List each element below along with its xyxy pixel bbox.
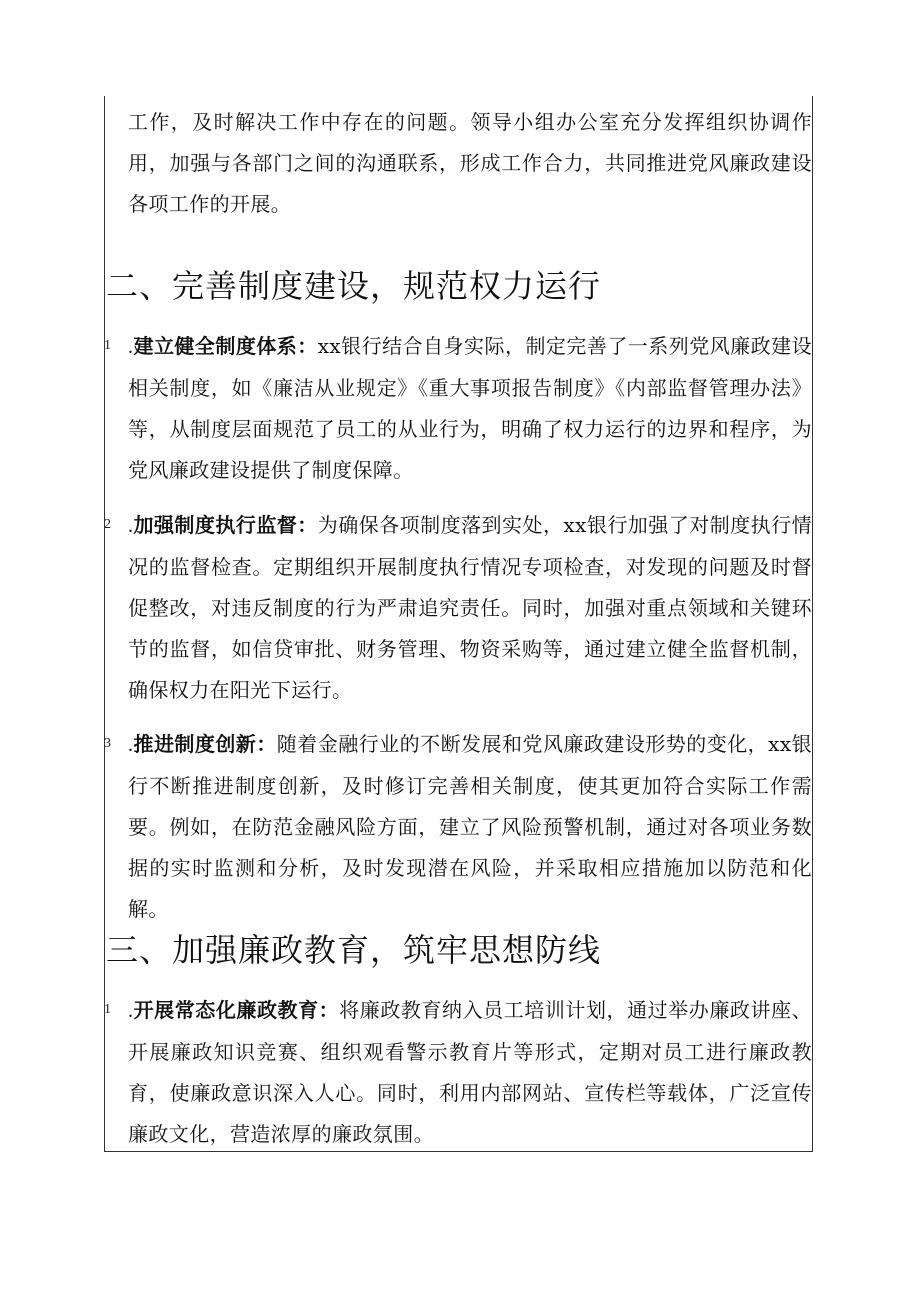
item-body: .建立健全制度体系：xx银行结合自身实际，制定完善了一系列党风廉政建设相关制度，如《廉洁从业规定》《重大事项报告制度》《内部监督管理办法》等，从制度层面规范了员工的从业行为，明确了权力运行的边界和程序，为党风廉政建设提供了制度保障。	[128, 334, 812, 482]
section-3-heading: 三、加强廉政教育，筑牢思想防线	[106, 931, 602, 969]
item-label: 建立健全制度体系：	[133, 334, 318, 358]
item-text: 随着金融行业的不断发展和党风廉政建设形势的变化，xx银行不断推进制度创新，及时修订完善相关制度，使其更加符合实际工作需要。例如，在防范金融风险方面，建立了风险预警机制，通过对各项业务数据的实时监测和分析，及时发现潜在风险，并采取相应措施加以防范和化解。	[128, 732, 812, 921]
item-text: 为确保各项制度落到实处，xx银行加强了对制度执行情况的监督检查。定期组织开展制度执行情况专项检查，对发现的问题及时督促整改，对违反制度的行为严肃追究责任。同时，加强对重点领域和关键环节的监督，如信贷审批、财务管理、物资采购等，通过建立健全监督机制，确保权力在阳光下运行。	[128, 513, 812, 702]
item-number: 3	[104, 736, 111, 751]
section-2-heading: 二、完善制度建设，规范权力运行	[106, 267, 602, 305]
item-label: 加强制度执行监督：	[133, 513, 318, 537]
item-label: 开展常态化廉政教育：	[133, 998, 340, 1022]
item-label: 推进制度创新：	[133, 732, 277, 756]
item-text: 将廉政教育纳入员工培训计划，通过举办廉政讲座、开展廉政知识竞赛、组织观看警示教育片等形式，定期对员工进行廉政教育，使廉政意识深入人心。同时，利用内部网站、宣传栏等载体，广泛宣传廉政文化，营造浓厚的廉政氛围。	[128, 998, 812, 1146]
item-body: .加强制度执行监督：为确保各项制度落到实处，xx银行加强了对制度执行情况的监督检查。定期组织开展制度执行情况专项检查，对发现的问题及时督促整改，对违反制度的行为严肃追究责任。同时，加强对重点领域和关键环节的监督，如信贷审批、财务管理、物资采购等，通过建立健全监督机制，确保权力在阳光下运行。	[128, 513, 812, 702]
item-text: xx银行结合自身实际，制定完善了一系列党风廉政建设相关制度，如《廉洁从业规定》《重大事项报告制度》《内部监督管理办法》等，从制度层面规范了员工的从业行为，明确了权力运行的边界和程序，为党风廉政建设提供了制度保障。	[128, 334, 812, 482]
item-number: 1	[104, 338, 111, 353]
item-number: 1	[104, 1002, 111, 1017]
item-body: .开展常态化廉政教育：将廉政教育纳入员工培训计划，通过举办廉政讲座、开展廉政知识竞赛、组织观看警示教育片等形式，定期对员工进行廉政教育，使廉政意识深入人心。同时，利用内部网站、宣传栏等载体，广泛宣传廉政文化，营造浓厚的廉政氛围。	[128, 998, 812, 1146]
item-number: 2	[104, 517, 111, 532]
intro-paragraph: 工作，及时解决工作中存在的问题。领导小组办公室充分发挥组织协调作用，加强与各部门之间的沟通联系，形成工作合力，共同推进党风廉政建设各项工作的开展。	[128, 110, 812, 216]
item-body: .推进制度创新：随着金融行业的不断发展和党风廉政建设形势的变化，xx银行不断推进制度创新，及时修订完善相关制度，使其更加符合实际工作需要。例如，在防范金融风险方面，建立了风险预警机制，通过对各项业务数据的实时监测和分析，及时发现潜在风险，并采取相应措施加以防范和化解。	[128, 732, 812, 921]
